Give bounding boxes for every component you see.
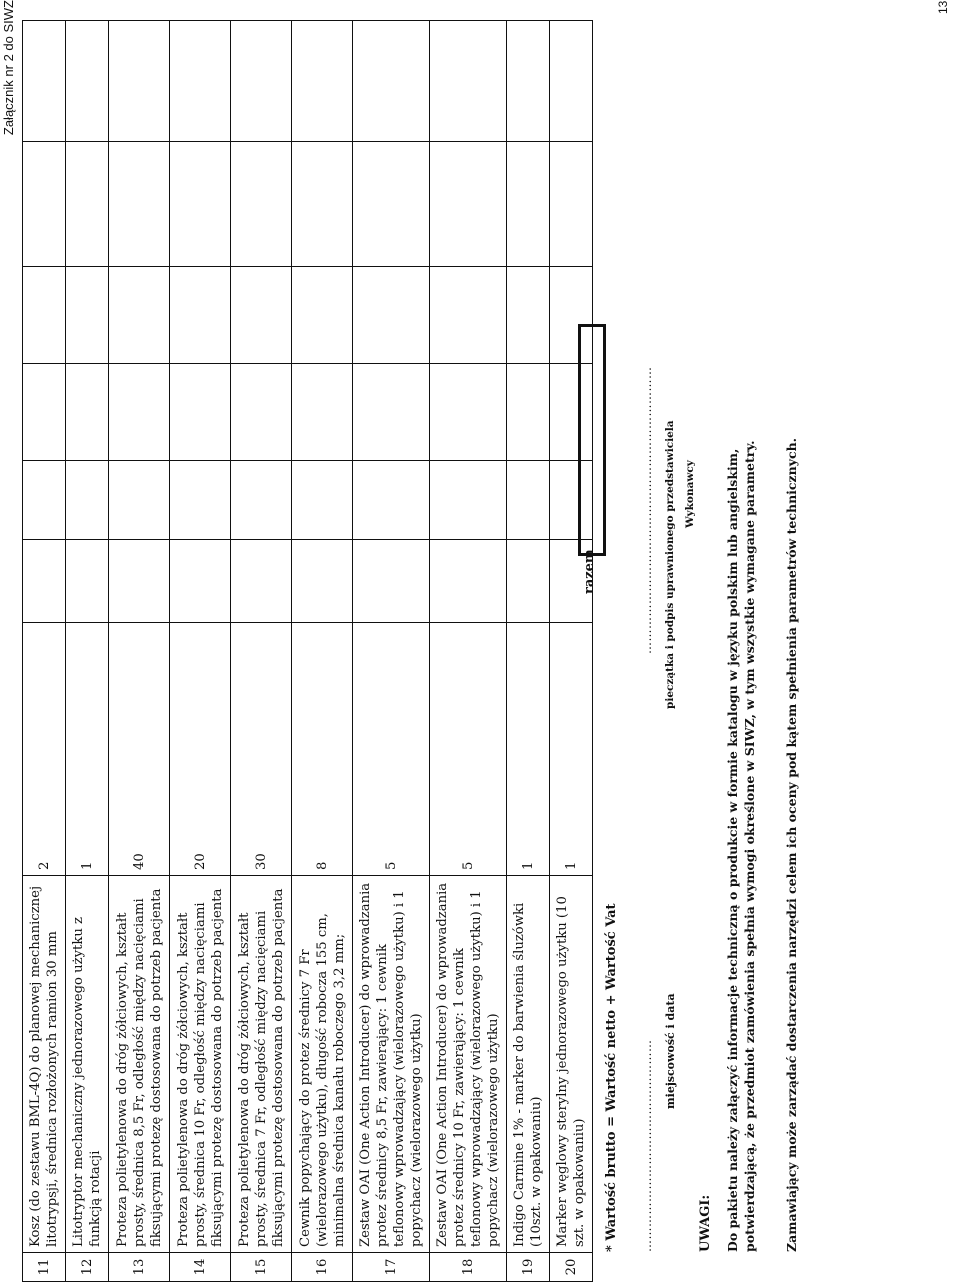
- final-note: Zamawiający może zarządać dostarczenia narzędzi celem ich oceny pod kątem spełnienia parametrów technicznych.: [784, 437, 799, 1252]
- empty-cell: [23, 142, 66, 267]
- empty-cell: [507, 540, 550, 623]
- gross-value-formula: * Wartość brutto = Wartość netto + Wartość Vat: [604, 903, 619, 1252]
- row-description: Litotryptor mechaniczny jednorazowego użytku z funkcją rotacji: [66, 876, 109, 1253]
- row-description: Cewnik popychający do protez średnicy 7 Fr (wielorazowego użytku), długość robocza 155 cm, minimalna średnica kanału roboczego 3,2 mm;: [292, 876, 353, 1253]
- row-description: Proteza polietylenowa do dróg żółciowych, kształt prosty, średnica 10 Fr, odległość między nacięciami fiksującymi protezę dostosowana do potrzeb pacjenta: [170, 876, 231, 1253]
- empty-cell: [23, 364, 66, 461]
- empty-cell: [231, 267, 292, 364]
- notes-title: UWAGI:: [698, 1194, 713, 1252]
- empty-cell: [231, 142, 292, 267]
- empty-cell: [430, 461, 507, 540]
- items-table: [22, 20, 593, 1282]
- signature-dotted-line: ……………………………………………………………: [640, 366, 654, 654]
- empty-cell: [430, 21, 507, 142]
- attachment-header: Załącznik nr 2 do SIWZ: [1, 0, 16, 136]
- row-description: Proteza polietylenowa do dróg żółciowych, kształt prosty, średnica 7 Fr, odległość między nacięciami fiksującymi protezę dostosowana do potrzeb pacjenta: [231, 876, 292, 1253]
- empty-cell: [550, 142, 593, 267]
- empty-cell: [66, 21, 109, 142]
- row-quantity: 2: [23, 623, 66, 876]
- empty-cell: [23, 267, 66, 364]
- table-row: [353, 21, 430, 1282]
- row-quantity: 5: [353, 623, 430, 876]
- empty-cell: [353, 267, 430, 364]
- table-row: [170, 21, 231, 1282]
- empty-cell: [66, 540, 109, 623]
- notes-text: Do pakietu należy załączyć informacje techniczną o produkcie w formie katalogu w języku polskim lub angielskim, potwierdzającą, że przedmiot zamówienia spełnia wymogi określone w SIWZ, w tym wszystkie wymagane parametry.: [725, 440, 757, 1252]
- table-row: [109, 21, 170, 1282]
- row-number: 19: [507, 1253, 550, 1282]
- empty-cell: [109, 21, 170, 142]
- empty-cell: [170, 461, 231, 540]
- row-description: Marker węglowy sterylny jednorazowego użytku (10 szt. w opakowaniu): [550, 876, 593, 1253]
- empty-cell: [430, 540, 507, 623]
- empty-cell: [507, 267, 550, 364]
- row-number: 20: [550, 1253, 593, 1282]
- empty-cell: [292, 21, 353, 142]
- empty-cell: [170, 364, 231, 461]
- empty-cell: [66, 364, 109, 461]
- row-quantity: 8: [292, 623, 353, 876]
- table-row: [507, 21, 550, 1282]
- empty-cell: [109, 142, 170, 267]
- row-description: Kosz (do zestawu BML-4Q) do planowej mechanicznej litotrypsji, średnica rozłożonych ramion 30 mm: [23, 876, 66, 1253]
- empty-cell: [109, 364, 170, 461]
- empty-cell: [353, 461, 430, 540]
- row-quantity: 5: [430, 623, 507, 876]
- empty-cell: [507, 21, 550, 142]
- empty-cell: [550, 21, 593, 142]
- empty-cell: [231, 540, 292, 623]
- empty-cell: [353, 21, 430, 142]
- row-description: Zestaw OAI (One Action Introducer) do wprowadzania protez średnicy 8,5 Fr, zawierający: 1 cewnik teflonowy wprowadzający (wielorazowego użytku) i 1 popychacz (wielorazowego użytku): [353, 876, 430, 1253]
- empty-cell: [353, 142, 430, 267]
- empty-cell: [292, 142, 353, 267]
- total-label: razem: [582, 549, 597, 594]
- empty-cell: [23, 540, 66, 623]
- empty-cell: [170, 21, 231, 142]
- row-quantity: 30: [231, 623, 292, 876]
- empty-cell: [170, 540, 231, 623]
- table-row: [66, 21, 109, 1282]
- empty-cell: [109, 461, 170, 540]
- contractor-label: Wykonawcy: [684, 460, 696, 528]
- empty-cell: [507, 364, 550, 461]
- empty-cell: [66, 461, 109, 540]
- row-quantity: 20: [170, 623, 231, 876]
- row-description: Zestaw OAI (One Action Introducer) do wprowadzania protez średnicy 10 Fr, zawierający: 1 cewnik teflonowy wprowadzający (wielorazowego użytku) i 1 popychacz (wielorazowego użytku): [430, 876, 507, 1253]
- row-number: 11: [23, 1253, 66, 1282]
- empty-cell: [507, 142, 550, 267]
- row-quantity: 1: [507, 623, 550, 876]
- empty-cell: [109, 540, 170, 623]
- table-row: [231, 21, 292, 1282]
- empty-cell: [292, 461, 353, 540]
- row-quantity: 1: [550, 623, 593, 876]
- row-number: 13: [109, 1253, 170, 1282]
- place-date-label: miejscowość i data: [664, 993, 677, 1109]
- empty-cell: [430, 142, 507, 267]
- empty-cell: [231, 461, 292, 540]
- total-value-box: [578, 324, 606, 556]
- table-row: [430, 21, 507, 1282]
- empty-cell: [292, 364, 353, 461]
- empty-cell: [23, 21, 66, 142]
- empty-cell: [66, 142, 109, 267]
- stamp-signature-label: pieczątka i podpis uprawnionego przedstawiciela: [664, 420, 676, 709]
- row-number: 12: [66, 1253, 109, 1282]
- table-row: [23, 21, 66, 1282]
- empty-cell: [430, 364, 507, 461]
- empty-cell: [231, 364, 292, 461]
- empty-cell: [109, 267, 170, 364]
- row-description: Indigo Carmine 1% - marker do barwienia śluzówki (10szt. w opakowaniu): [507, 876, 550, 1253]
- empty-cell: [66, 267, 109, 364]
- empty-cell: [170, 142, 231, 267]
- row-quantity: 1: [66, 623, 109, 876]
- row-number: 16: [292, 1253, 353, 1282]
- empty-cell: [231, 21, 292, 142]
- empty-cell: [292, 540, 353, 623]
- table-row: [292, 21, 353, 1282]
- row-number: 14: [170, 1253, 231, 1282]
- table-row: [550, 21, 593, 1282]
- row-number: 17: [353, 1253, 430, 1282]
- empty-cell: [170, 267, 231, 364]
- place-date-dotted-line: ……………………………………………: [640, 1039, 654, 1252]
- empty-cell: [353, 364, 430, 461]
- row-number: 18: [430, 1253, 507, 1282]
- row-description: Proteza polietylenowa do dróg żółciowych, kształt prosty, średnica 8,5 Fr, odległość między nacięciami fiksującymi protezę dostosowana do potrzeb pacjenta: [109, 876, 170, 1253]
- empty-cell: [292, 267, 353, 364]
- empty-cell: [353, 540, 430, 623]
- empty-cell: [23, 461, 66, 540]
- empty-cell: [430, 267, 507, 364]
- row-number: 15: [231, 1253, 292, 1282]
- row-quantity: 40: [109, 623, 170, 876]
- page-number: 13: [936, 0, 950, 14]
- empty-cell: [507, 461, 550, 540]
